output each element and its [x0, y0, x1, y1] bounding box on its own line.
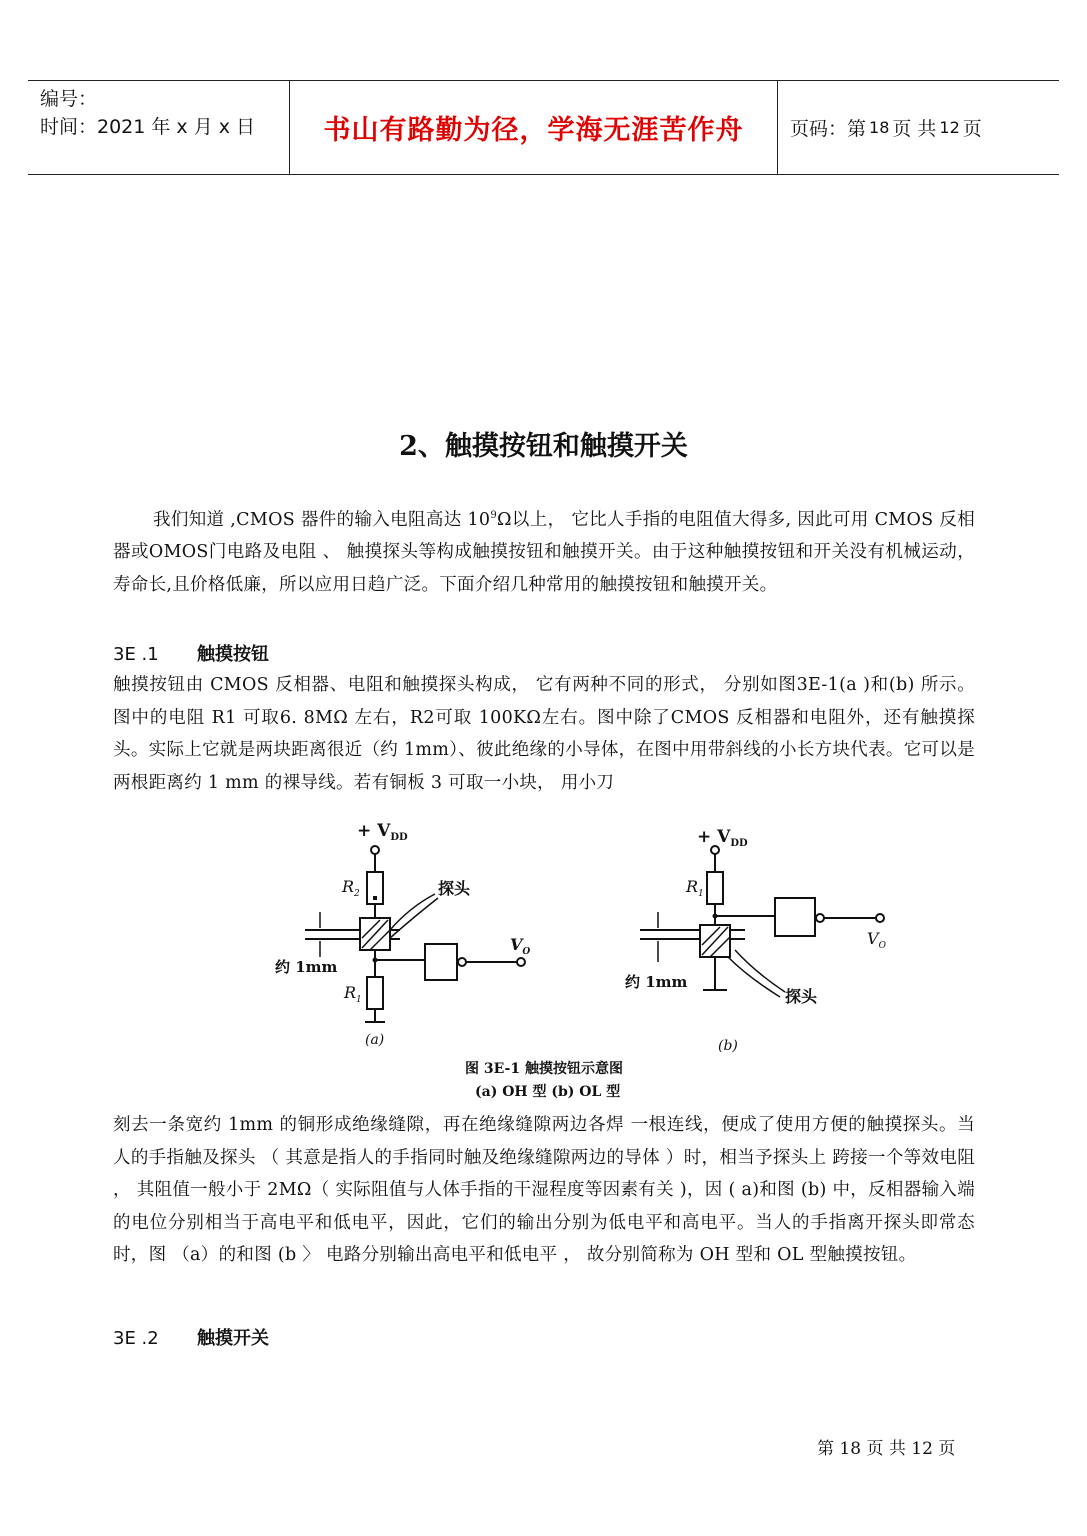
vdd-sub-a: DD	[390, 832, 408, 843]
gap-label-a: 约 1mm	[275, 958, 338, 976]
section-name: 触摸开关	[197, 1328, 269, 1349]
gap-label-b: 约 1mm	[625, 973, 688, 991]
intro-exponent: 9	[490, 510, 498, 521]
paragraph-1: 触摸按钮由 CMOS 反相器、电阻和触摸探头构成， 它有两种不同的形式， 分别如图3E-1(a )和(b) 所示。图中的电阻 R1 可取6. 8MΩ 左右，R2可取 100KΩ左右。图中除了CMOS 反相器和电阻外，还有触摸探头。实际上它就是两块距离很近（约 1mm）、彼此绝缘的小导体，在图中用带斜线的小长方块代表。它可以是两根距离约 1 mm 的裸导线。若有铜板 3 可取一小块， 用小刀	[113, 675, 975, 793]
vo-label-b: V	[867, 929, 879, 948]
probe-label-a: 探头	[438, 879, 471, 898]
motto: 书山有路勤为径，学海无涯苦作舟	[290, 81, 778, 174]
svg-text:+ VDD	[697, 827, 748, 849]
r1-label-a: R	[344, 983, 357, 1002]
header-table	[28, 80, 1059, 175]
circuit-figure	[240, 812, 900, 1107]
serial-label: 编号：	[40, 88, 98, 110]
vo-label-a: V	[510, 935, 523, 954]
section-name: 触摸按钮	[197, 644, 269, 665]
page-current: 18	[869, 118, 890, 137]
probe-label-b: 探头	[785, 987, 818, 1006]
time-label: 时间：2021 年 x 月 x 日	[40, 116, 256, 138]
r1-sub-a: 1	[356, 995, 362, 1005]
page-suffix: 页	[962, 118, 982, 140]
r2-label: R	[342, 877, 355, 896]
page-indicator	[778, 81, 1059, 174]
circuit-diagram	[240, 812, 900, 1107]
svg-text:+ VDD	[357, 821, 408, 843]
section-number: 3E .2	[113, 1328, 159, 1349]
svg-text:VO	[510, 935, 530, 957]
r1-label-b: R	[686, 877, 699, 896]
page-title: 2、触摸按钮和触摸开关	[399, 431, 688, 462]
vdd-label-b: + V	[697, 827, 731, 847]
page-footer: 第 18 页 共 12 页	[817, 1439, 956, 1459]
r2-sub: 2	[354, 889, 360, 899]
vdd-sub-b: DD	[730, 838, 748, 849]
page-mid: 页 共	[892, 118, 937, 140]
figure-caption: 图 3E-1 触摸按钮示意图	[465, 1061, 623, 1077]
section-heading-1	[113, 640, 269, 666]
vo-sub-a: O	[522, 947, 531, 957]
r1-sub-b: 1	[698, 889, 704, 899]
section-number: 3E .1	[113, 644, 159, 665]
page-prefix: 页码：第	[790, 118, 867, 140]
svg-text:R1	[343, 983, 362, 1005]
svg-text:R2	[341, 877, 360, 899]
svg-text:R1	[685, 877, 704, 899]
section-heading-2	[113, 1324, 269, 1350]
sub-figure-b-label: (b)	[718, 1038, 738, 1054]
svg-text:VO	[867, 929, 887, 951]
vdd-label-a: + V	[357, 821, 391, 841]
header-left-cell	[28, 81, 290, 174]
page-total: 12	[939, 118, 960, 137]
intro-text-2: Ω以上， 它比人手指的电阻值大得多, 因此可用 CMOS 反相器或OMOS门电路及电阻 、 触摸探头等构成触摸按钮和触摸开关。由于这种触摸按钮和开关没有机械运动，寿命长,且价格低廉，所以应用日趋广泛。下面介绍几种常用的触摸按钮和触摸开关。	[113, 509, 976, 595]
intro-text-1: 我们知道 ,CMOS 器件的输入电阻高达 10	[153, 509, 491, 530]
paragraph-2: 刻去一条宽约 1mm 的铜形成绝缘缝隙，再在绝缘缝隙两边各焊 一根连线，便成了使用方便的触摸探头。当人的手指触及探头 （ 其意是指人的手指同时触及绝缘缝隙两边的导体 ）时，相当予探头上 跨接一个等效电阻 ， 其阻值一般小于 2MΩ（ 实际阻值与人体手指的干湿程度等因素有关 )，因 ( a)和图 (b) 中，反相器输入端的电位分别相当于高电平和低电平，因此，它们的输出分别为低电平和高电平。当人的手指离开探头即常态时，图 （a）的和图 (b 〉 电路分别输出高电平和低电平 ， 故分别简称为 OH 型和 OL 型触摸按钮。	[113, 1115, 975, 1265]
node-dot	[373, 896, 377, 900]
intro-paragraph	[113, 500, 975, 601]
sub-figure-a-label: (a)	[365, 1032, 385, 1048]
vo-sub-b: O	[878, 941, 886, 951]
figure-subcaption: (a) OH 型 (b) OL 型	[475, 1084, 621, 1100]
